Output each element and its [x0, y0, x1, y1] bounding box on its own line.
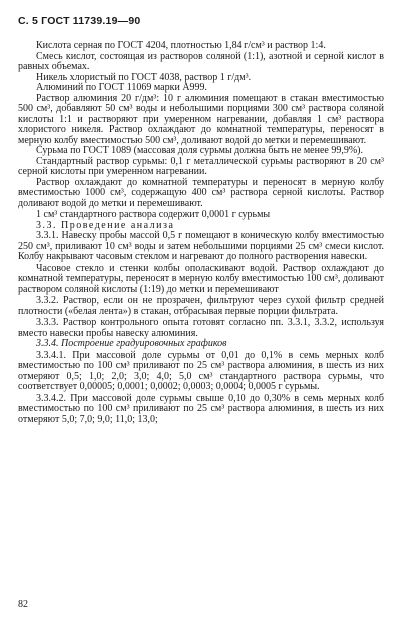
reagent-sulfuric-acid: Кислота серная по ГОСТ 4204, плотностью 1,84 г/см³ и раствор 1:4. — [36, 40, 326, 51]
reagent-acid-mixture: Смесь кислот, состоящая из растворов соляной (1:1), азотной и серной кислот в равных объемах. — [18, 50, 384, 72]
clause-3-3-1: 3.3.1. Навеску пробы массой 0,5 г помещают в коническую колбу вместимостью 250 см³, приливают 10 см³ воды и затем небольшими порциями 25 см³ смеси кислот. Колбу накрывают часовым стеклом и нагревают до полного растворения навески. — [18, 230, 384, 262]
aluminium-solution: Раствор алюминия 20 г/дм³: 10 г алюминия помещают в стакан вместимостью 500 см³, добавляют 50 см³ воды и небольшими порциями 300 см³ раствора соляной кислоты 1:1 и растворяют при умеренном нагревании, добавляя 1 см³ раствора хлористого никеля. Раствор охлаждают до комнатной температуры, переносят в мерную колбу вместимостью 500 см³, доливают водой до метки и перемешивают. — [18, 92, 384, 146]
reagent-nickel-chloride: Никель хлористый по ГОСТ 4038, раствор 1 г/дм³. — [36, 71, 252, 83]
clause-3-3-4-1: 3.3.4.1. При массовой доле сурьмы от 0,01 до 0,1% в семь мерных колб вместимостью по 100 см³ приливают по 25 см³ раствора алюминия, в шесть из них отмеряют 0,5; 1,0; 2,0; 3,0; 4,0; 5,0 см³ стандартного раствора сурьмы, что соответствует 0,00005; 0,0001; 0,0002; 0,0003; 0,0004; 0,0005 г сурьмы. — [18, 349, 384, 392]
standard-antimony-solution: Стандартный раствор сурьмы: 0,1 г металлической сурьмы растворяют в 20 см³ серной кислоты при умеренном нагревании. — [18, 155, 384, 177]
clause-3-3-3: 3.3.3. Раствор контрольного опыта готовят согласно пп. 3.3.1, 3.3.2, используя вместо навески пробы навеску алюминия. — [18, 317, 384, 339]
section-heading-analysis: 3.3. Проведение анализа — [36, 219, 175, 231]
standard-solution-cooling: Раствор охлаждают до комнатной температуры и переносят в мерную колбу вместимостью 1000 см³, содержащую 400 см³ раствора серной кислоты. Раствор доливают водой до метки и перемешивают. — [18, 176, 384, 209]
page-header: С. 5 ГОСТ 11739.19—90 — [18, 15, 141, 27]
clause-3-3-1-continued: Часовое стекло и стенки колбы ополаскивают водой. Раствор охлаждают до комнатной температуры, переносят в мерную колбу вместимостью 100 см³, доливают раствором соляной кислоты (1:19) до метки и перемешивают — [18, 262, 384, 295]
document-body — [18, 41, 384, 425]
clause-3-3-4-2: 3.3.4.2. При массовой доле сурьмы свыше 0,10 до 0,30% в семь мерных колб вместимостью по 100 см³ приливают по 25 см³ раствора алюминия, в шесть из них отмеряют 5,0; 7,0; 9,0; 11,0; 13,0; — [18, 392, 384, 425]
clause-3-3-4-heading: 3.3.4. Построение градуировочных графиков — [36, 338, 227, 349]
reagent-antimony: Сурьма по ГОСТ 1089 (массовая доля сурьмы должна быть не менее 99,9%). — [36, 145, 364, 156]
clause-3-3-2: 3.3.2. Раствор, если он не прозрачен, фильтруют через сухой фильтр средней плотности («белая лента») в стакан, отбрасывая первые порции фильтрата. — [18, 295, 384, 317]
standard-solution-content: 1 см³ стандартного раствора содержит 0,0001 г сурьмы — [36, 209, 271, 220]
reagent-aluminium: Алюминий по ГОСТ 11069 марки А999. — [36, 82, 208, 93]
page-number: 82 — [18, 599, 28, 610]
